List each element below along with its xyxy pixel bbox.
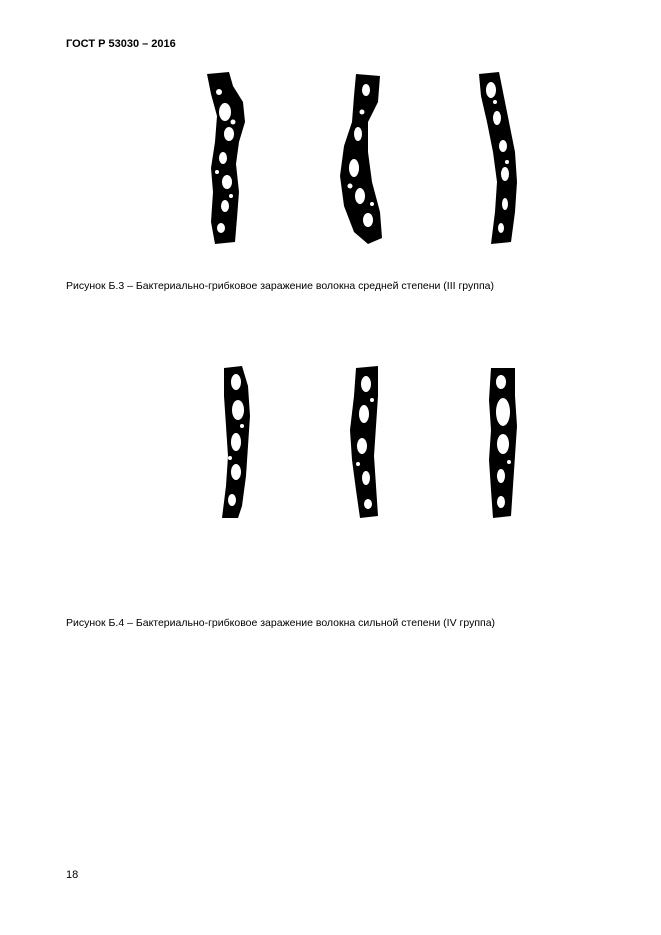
figure-caption-b4: Рисунок Б.4 – Бактериально-грибковое заражение волокна сильной степени (IV группа) [66, 617, 496, 629]
figure-caption-b3: Рисунок Б.3 – Бактериально-грибковое заражение волокна средней степени (III группа) [66, 280, 494, 292]
fiber-image-b3-1 [203, 72, 249, 246]
fiber-image-b3-3 [477, 72, 523, 246]
fiber-image-b4-2 [348, 366, 382, 520]
fiber-image-b4-3 [487, 366, 519, 520]
fiber-image-b3-2 [338, 72, 388, 246]
page-number: 18 [66, 869, 79, 881]
document-header: ГОСТ Р 53030 – 2016 [66, 38, 176, 50]
fiber-image-b4-1 [220, 366, 256, 520]
